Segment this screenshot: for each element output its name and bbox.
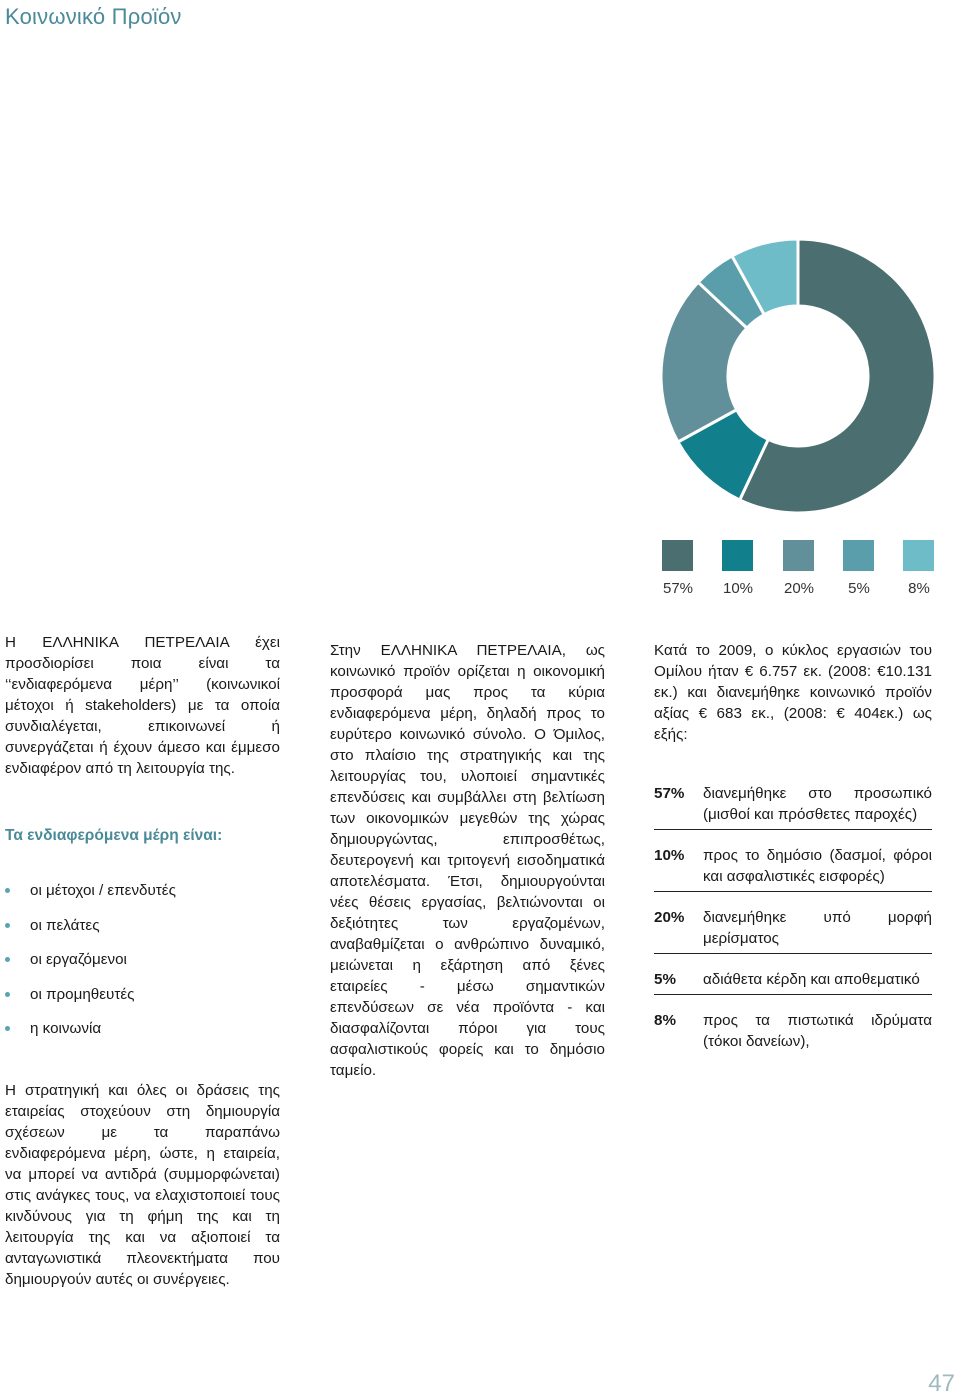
legend-swatch	[843, 540, 874, 571]
legend-label: 20%	[783, 580, 815, 597]
legend-swatch	[783, 540, 814, 571]
page-title: Κοινωνικό Προϊόν	[5, 4, 182, 29]
distribution-row: 10% προς το δημόσιο (δασμοί, φόροι και ασφαλιστικές εισφορές)	[654, 845, 932, 892]
legend-label: 5%	[848, 580, 870, 597]
legend-label: 10%	[722, 580, 754, 597]
legend-swatch	[722, 540, 753, 571]
bullet-icon	[5, 923, 10, 928]
social-product-paragraph: Στην ΕΛΛΗΝΙΚΑ ΠΕΤΡΕΛΑΙΑ, ως κοινωνικό προϊόν ορίζεται η οικονομική προσφορά μας προς τα κύρια ενδιαφερόμενα μέρη, δηλαδή προς το ευρύτερο κοινωνικό σύνολο. Ο Όμιλος, στο πλαίσιο της στρατηγικής και της λειτουργίας του, υλοποιεί σημαντικές επενδύσεις και συμβάλλει στη βελτίωση των οικονομικών μεγεθών της χώρας δημιουργώντας, επιπροσθέτως, δευτερογενή και τριτογενή εισοδηματικά αποτελέσματα. Έτσι, δημιουργούνται νέες θέσεις εργασίας, βελτιώνονται οι δεξιότητες των εργαζομένων, αναβαθμίζεται ο ανθρώπινο δυναμικό, μειώνεται η εξάρτηση από ξένες εταιρείες - μέσω σημαντικών επενδύσεων σε νέα προϊόντα - και διασφαλίζονται πόροι για τους ασφαλιστικούς φορείς και το δημόσιο ταμείο.	[330, 642, 605, 1079]
distribution-row: 8% προς τα πιστωτικά ιδρύματα (τόκοι δανείων),	[654, 1012, 932, 1050]
strategy-paragraph: Η στρατηγική και όλες οι δράσεις της εταιρείας στοχεύουν στη δημιουργία σχέσεων με τα παραπάνω ενδιαφερόμενα μέρη, ώστε, η εταιρεία, να μπορεί να αντιδρά (συμμορφώνεται) στις ανάγκες τους, να ελαχιστοποιεί τους κινδύνους για τη φήμη της και τη λειτουργία της και να αξιοποιεί τα ανταγωνιστικά πλεονεκτήματα που δημιουργούν αυτές οι συνέργειες.	[5, 1082, 280, 1288]
donut-chart	[650, 240, 950, 540]
list-item: η κοινωνία	[5, 1018, 176, 1053]
turnover-paragraph: Κατά το 2009, ο κύκλος εργασιών του Ομίλου ήταν € 6.757 εκ. (2008: €10.131 εκ.) και διανεμήθηκε κοινωνικό προϊόν αξίας € 683 εκ., (2008: € 404εκ.) ως εξής:	[654, 642, 932, 743]
bullet-icon	[5, 957, 10, 962]
distribution-row: 20% διανεμήθηκε υπό μορφή μερίσματος	[654, 907, 932, 954]
list-item: οι πελάτες	[5, 915, 176, 950]
legend-swatch	[662, 540, 693, 571]
intro-paragraph: Η ΕΛΛΗΝΙΚΑ ΠΕΤΡΕΛΑΙΑ έχει προσδιορίσει ποια είναι τα ‘‘ενδιαφερόμενα μέρη’’ (κοινωνικοί μέτοχοι ή stakeholders) με τα οποία συνδιαλέγεται, επικοινωνεί ή συνεργάζεται ή έχουν άμεσο και έμμεσο ενδιαφέρον από τη λειτουργία της.	[5, 634, 280, 777]
list-item: οι μέτοχοι / επενδυτές	[5, 880, 176, 915]
list-item: οι εργαζόμενοι	[5, 949, 176, 984]
stakeholders-heading: Τα ενδιαφερόμενα μέρη είναι:	[5, 827, 223, 844]
social-product-column	[330, 640, 605, 1081]
intro-column	[5, 632, 280, 779]
bullet-icon	[5, 888, 10, 893]
bullet-icon	[5, 992, 10, 997]
legend-label: 8%	[908, 580, 930, 597]
page-number: 47	[928, 1370, 955, 1397]
turnover-column	[654, 640, 932, 745]
list-item: οι προμηθευτές	[5, 984, 176, 1019]
legend-swatch	[903, 540, 934, 571]
distribution-list	[654, 783, 932, 1071]
strategy-column	[5, 1080, 280, 1290]
legend-label: 57%	[662, 580, 694, 597]
distribution-row: 5% αδιάθετα κέρδη και αποθεματικό	[654, 969, 932, 995]
stakeholders-list	[5, 880, 176, 1053]
distribution-row: 57% διανεμήθηκε στο προσωπικό (μισθοί και πρόσθετες παροχές)	[654, 783, 932, 830]
bullet-icon	[5, 1026, 10, 1031]
